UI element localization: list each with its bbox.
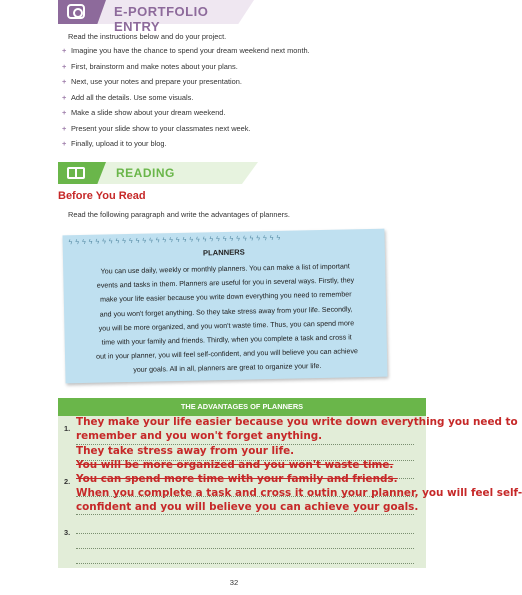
- eportfolio-steps: [62, 46, 310, 155]
- step-item: + Make a slide show about your dream weekend.: [62, 108, 226, 117]
- answer-text[interactable]: confident and you will believe you can achieve your goals.: [76, 501, 419, 513]
- answer-text[interactable]: You can spend more time with your family and friends.: [76, 473, 398, 485]
- answer-line: [76, 548, 414, 549]
- before-you-read-heading: Before You Read: [58, 190, 146, 202]
- planners-note-card: [62, 229, 387, 384]
- spiral-binding: ϟϟϟϟϟϟϟϟϟϟϟϟϟϟϟϟϟϟϟϟϟϟϟϟϟϟϟϟϟϟϟϟ: [68, 234, 284, 247]
- card-paragraph: [77, 259, 375, 379]
- plus-icon: +: [62, 123, 67, 133]
- step-item: + Finally, upload it to your blog.: [62, 139, 167, 148]
- card-line: events and tasks in them. Planners are useful for you in several ways. Firstly, they: [96, 276, 355, 290]
- answer-text[interactable]: When you complete a task and cross it outin your planner, you will feel self-: [76, 487, 522, 499]
- eportfolio-banner: [58, 0, 254, 34]
- card-line: and you won't forget anything. So they take stress away from your life. Secondly,: [99, 304, 353, 319]
- answer-line: [76, 533, 414, 534]
- answer-line: [76, 514, 414, 515]
- plus-icon: +: [62, 77, 67, 86]
- card-line: You can use daily, weekly or monthly planners. You can make a list of important: [100, 262, 350, 276]
- eportfolio-intro: Read the instructions below and do your project.: [68, 32, 227, 41]
- card-line: make your life easier because you write down everything you need to remember: [99, 290, 352, 305]
- step-item: + Present your slide show to your classmates next week.: [62, 123, 251, 133]
- answer-text[interactable]: They take stress away from your life.: [76, 445, 295, 457]
- card-line: time with your family and friends. Thirdly, when you complete a task and cross it: [101, 333, 352, 347]
- plus-icon: +: [62, 108, 67, 117]
- item-number: 1.: [64, 424, 71, 433]
- reading-banner: [58, 162, 258, 184]
- step-item: + First, brainstorm and make notes about your plans.: [62, 61, 238, 71]
- reading-instruction: Read the following paragraph and write the advantages of planners.: [68, 210, 290, 219]
- answer-text[interactable]: They make your life easier because you write down everything you need to: [76, 416, 518, 428]
- step-item: + Next, use your notes and prepare your presentation.: [62, 77, 242, 86]
- answer-text[interactable]: remember and you won't forget anything.: [76, 430, 323, 442]
- plus-icon: +: [62, 46, 67, 55]
- step-item: + Add all the details. Use some visuals.: [62, 92, 194, 102]
- plus-icon: +: [62, 139, 67, 148]
- plus-icon: +: [62, 92, 67, 102]
- item-number: 3.: [64, 528, 71, 537]
- page-number: 32: [229, 578, 239, 587]
- answer-line: [76, 563, 414, 564]
- advantages-header: THE ADVANTAGES OF PLANNERS: [58, 398, 426, 416]
- card-line: out in your planner, you will feel self-confident, and you will believe you can achieve: [96, 347, 358, 361]
- book-icon: [67, 167, 85, 179]
- card-title: PLANNERS: [202, 247, 245, 258]
- card-line: your goals. All in all, planners are great to organize your life.: [133, 362, 322, 375]
- item-number: 2.: [64, 477, 71, 486]
- camera-icon: [67, 4, 85, 19]
- reading-title: READING: [116, 166, 175, 180]
- plus-icon: +: [62, 61, 67, 71]
- eportfolio-title: E-PORTFOLIO ENTRY: [114, 4, 209, 34]
- answer-text[interactable]: You will be more organized and you won't waste time.: [76, 459, 394, 471]
- step-item: + Imagine you have the chance to spend your dream weekend next month.: [62, 46, 310, 55]
- card-line: you will be more organized, and you won't waste time. Thus, you can spend more: [98, 319, 355, 333]
